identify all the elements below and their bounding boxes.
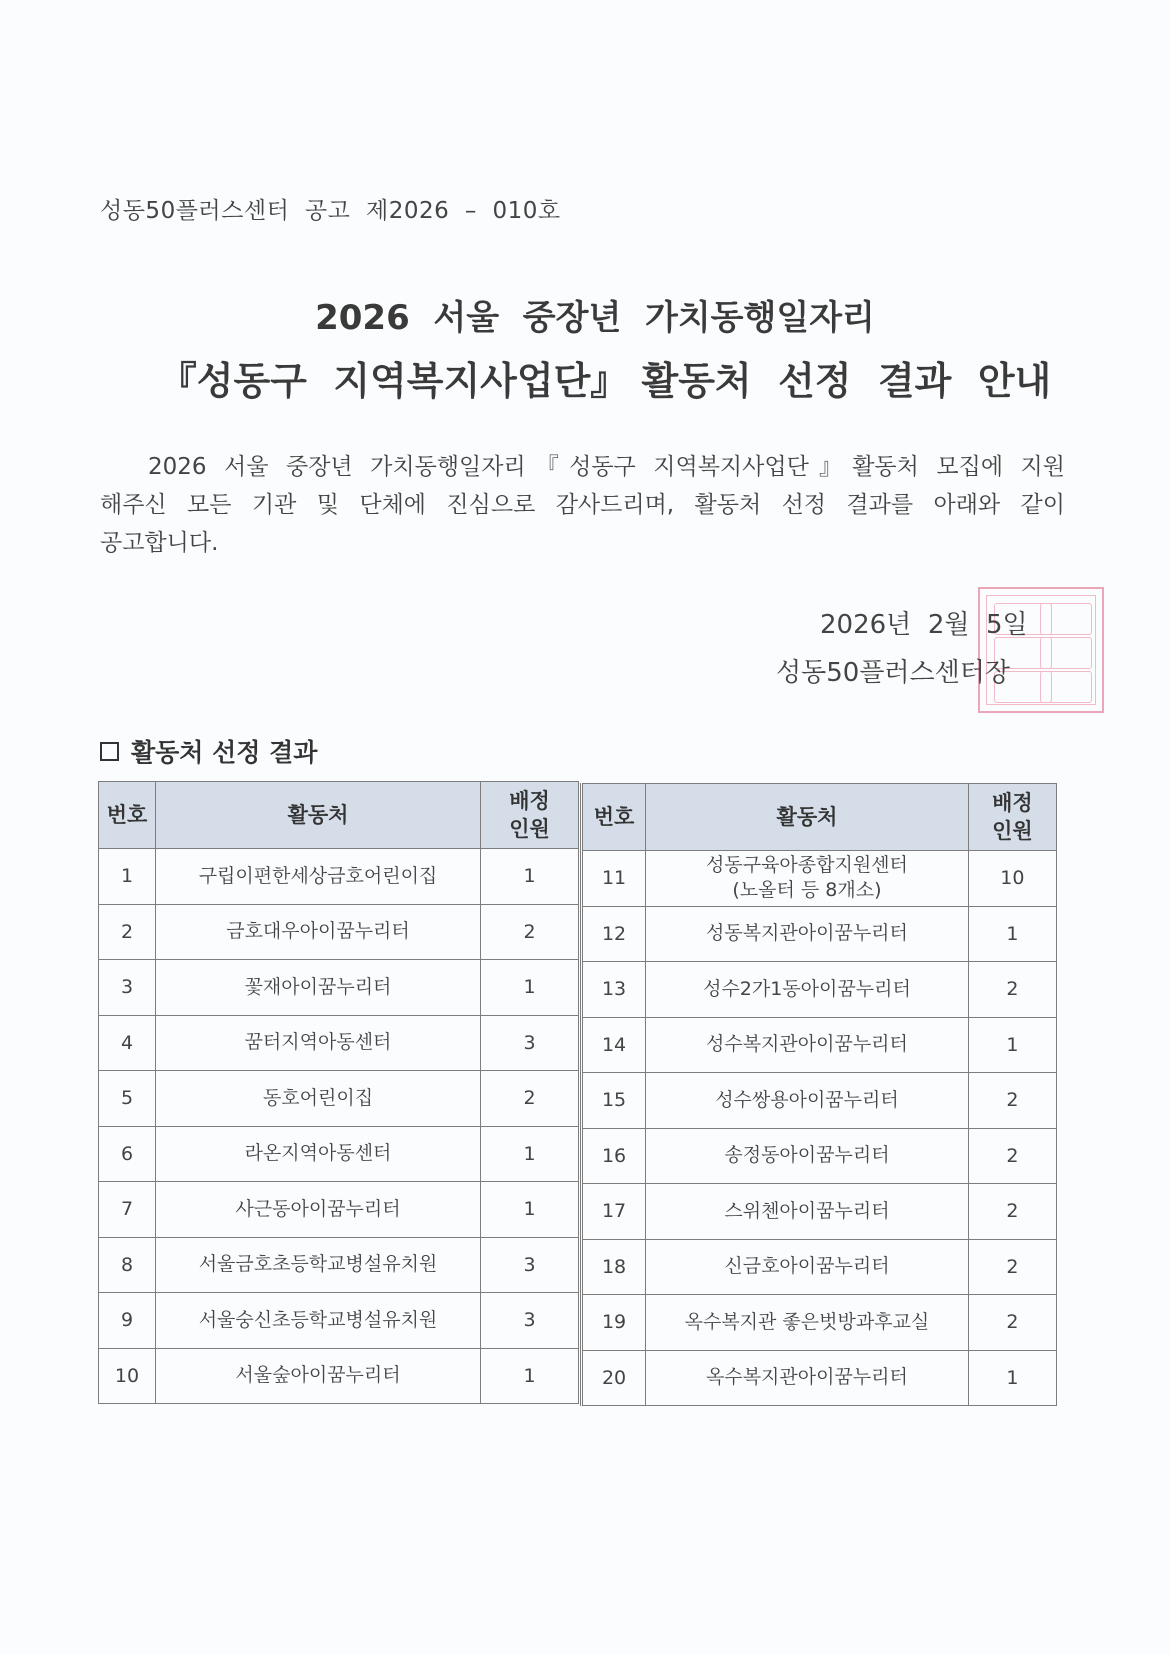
table-row: [582, 851, 1057, 907]
paragraph-line-1: 2026 서울 중장년 가치동행일자리『성동구 지역복지사업단』활동처 모집에 지원: [148, 454, 1065, 480]
row-number-cell: 6: [99, 1126, 156, 1182]
quota-cell: 1: [968, 1350, 1056, 1406]
quota-cell: 2: [481, 904, 579, 960]
place-name-cell: 금호대우아이꿈누리터: [156, 904, 481, 960]
document-title-line2: 『성동구 지역복지사업단』 활동처 선정 결과 안내: [158, 359, 1052, 403]
table-row: [582, 1017, 1057, 1073]
place-name-cell: 옥수복지관 좋은벗방과후교실: [646, 1295, 969, 1351]
place-name-cell: 스위첸아이꿈누리터: [646, 1184, 969, 1240]
place-name-cell: 동호어린이집: [156, 1071, 481, 1127]
header-no: 번호: [99, 782, 156, 849]
quota-cell: 1: [968, 906, 1056, 962]
place-name-cell: 송정동아이꿈누리터: [646, 1128, 969, 1184]
quota-cell: 1: [481, 960, 579, 1016]
table-row: [99, 904, 579, 960]
quota-cell: 1: [481, 1126, 579, 1182]
square-bullet-icon: [100, 742, 119, 761]
quota-cell: 2: [968, 1184, 1056, 1240]
paragraph-line-3: 공고합니다.: [100, 530, 219, 556]
place-name-cell: 서울숲아이꿈누리터: [156, 1348, 481, 1404]
table-header-row: [99, 782, 579, 849]
row-number-cell: 3: [99, 960, 156, 1016]
table-row: [99, 1126, 579, 1182]
place-name-cell: 서울금호초등학교병설유치원: [156, 1237, 481, 1293]
table-row: [582, 1184, 1057, 1240]
signer-name: 성동50플러스센터장: [776, 658, 1011, 688]
table-row: [582, 906, 1057, 962]
table-row: [582, 1073, 1057, 1129]
table-row: [99, 1015, 579, 1071]
place-name-cell: 신금호아이꿈누리터: [646, 1239, 969, 1295]
section-title: 활동처 선정 결과: [131, 738, 318, 767]
table-row: [99, 1293, 579, 1349]
row-number-cell: 4: [99, 1015, 156, 1071]
place-name-cell: 구립이편한세상금호어린이집: [156, 849, 481, 905]
header-place: 활동처: [156, 782, 481, 849]
row-number-cell: 13: [582, 962, 646, 1018]
row-number-cell: 5: [99, 1071, 156, 1127]
quota-cell: 3: [481, 1293, 579, 1349]
place-name-cell: 성동복지관아이꿈누리터: [646, 906, 969, 962]
section-heading: [100, 733, 317, 769]
selection-table-right: [580, 783, 1057, 1406]
header-quota: 배정 인원: [481, 782, 579, 849]
place-name-cell: 라온지역아동센터: [156, 1126, 481, 1182]
row-number-cell: 12: [582, 906, 646, 962]
table-row: [99, 1182, 579, 1238]
table-row: [582, 1350, 1057, 1406]
quota-cell: 2: [481, 1071, 579, 1127]
row-number-cell: 7: [99, 1182, 156, 1238]
place-name-cell: 성수2가1동아이꿈누리터: [646, 962, 969, 1018]
table-row: [582, 1239, 1057, 1295]
table-row: [99, 849, 579, 905]
quota-cell: 3: [481, 1015, 579, 1071]
row-number-cell: 19: [582, 1295, 646, 1351]
table-row: [99, 1348, 579, 1404]
quota-cell: 1: [481, 1348, 579, 1404]
row-number-cell: 17: [582, 1184, 646, 1240]
quota-cell: 1: [481, 1182, 579, 1238]
row-number-cell: 9: [99, 1293, 156, 1349]
quota-cell: 2: [968, 962, 1056, 1018]
quota-cell: 2: [968, 1239, 1056, 1295]
quota-cell: 2: [968, 1073, 1056, 1129]
table-row: [99, 960, 579, 1016]
table-header-row: [582, 784, 1057, 851]
row-number-cell: 10: [99, 1348, 156, 1404]
row-number-cell: 20: [582, 1350, 646, 1406]
row-number-cell: 11: [582, 851, 646, 907]
row-number-cell: 15: [582, 1073, 646, 1129]
announcement-paragraph: [100, 448, 1065, 562]
place-name-cell: 성동구육아종합지원센터 (노올터 등 8개소): [646, 851, 969, 907]
place-name-cell: 옥수복지관아이꿈누리터: [646, 1350, 969, 1406]
notice-number: 성동50플러스센터 공고 제2026 – 010호: [100, 198, 561, 224]
paragraph-line-2: 해주신 모든 기관 및 단체에 진심으로 감사드리며, 활동처 선정 결과를 아래와 같이: [100, 492, 1065, 518]
row-number-cell: 1: [99, 849, 156, 905]
quota-cell: 10: [968, 851, 1056, 907]
quota-cell: 2: [968, 1128, 1056, 1184]
quota-cell: 1: [481, 849, 579, 905]
place-name-cell: 사근동아이꿈누리터: [156, 1182, 481, 1238]
table-row: [99, 1237, 579, 1293]
header-place: 활동처: [646, 784, 969, 851]
header-quota: 배정 인원: [968, 784, 1056, 851]
row-number-cell: 14: [582, 1017, 646, 1073]
selection-table-left: [98, 781, 579, 1404]
table-row: [582, 1128, 1057, 1184]
place-name-cell: 서울숭신초등학교병설유치원: [156, 1293, 481, 1349]
row-number-cell: 16: [582, 1128, 646, 1184]
row-number-cell: 8: [99, 1237, 156, 1293]
place-name-cell: 꿈터지역아동센터: [156, 1015, 481, 1071]
row-number-cell: 2: [99, 904, 156, 960]
place-name-cell: 성수복지관아이꿈누리터: [646, 1017, 969, 1073]
quota-cell: 3: [481, 1237, 579, 1293]
quota-cell: 1: [968, 1017, 1056, 1073]
announcement-date: 2026년 2월 5일: [820, 610, 1028, 640]
place-name-cell: 꽃재아이꿈누리터: [156, 960, 481, 1016]
header-no: 번호: [582, 784, 646, 851]
table-row: [582, 962, 1057, 1018]
table-row: [99, 1071, 579, 1127]
document-title-line1: 2026 서울 중장년 가치동행일자리: [315, 298, 875, 338]
table-row: [582, 1295, 1057, 1351]
quota-cell: 2: [968, 1295, 1056, 1351]
row-number-cell: 18: [582, 1239, 646, 1295]
place-name-cell: 성수쌍용아이꿈누리터: [646, 1073, 969, 1129]
